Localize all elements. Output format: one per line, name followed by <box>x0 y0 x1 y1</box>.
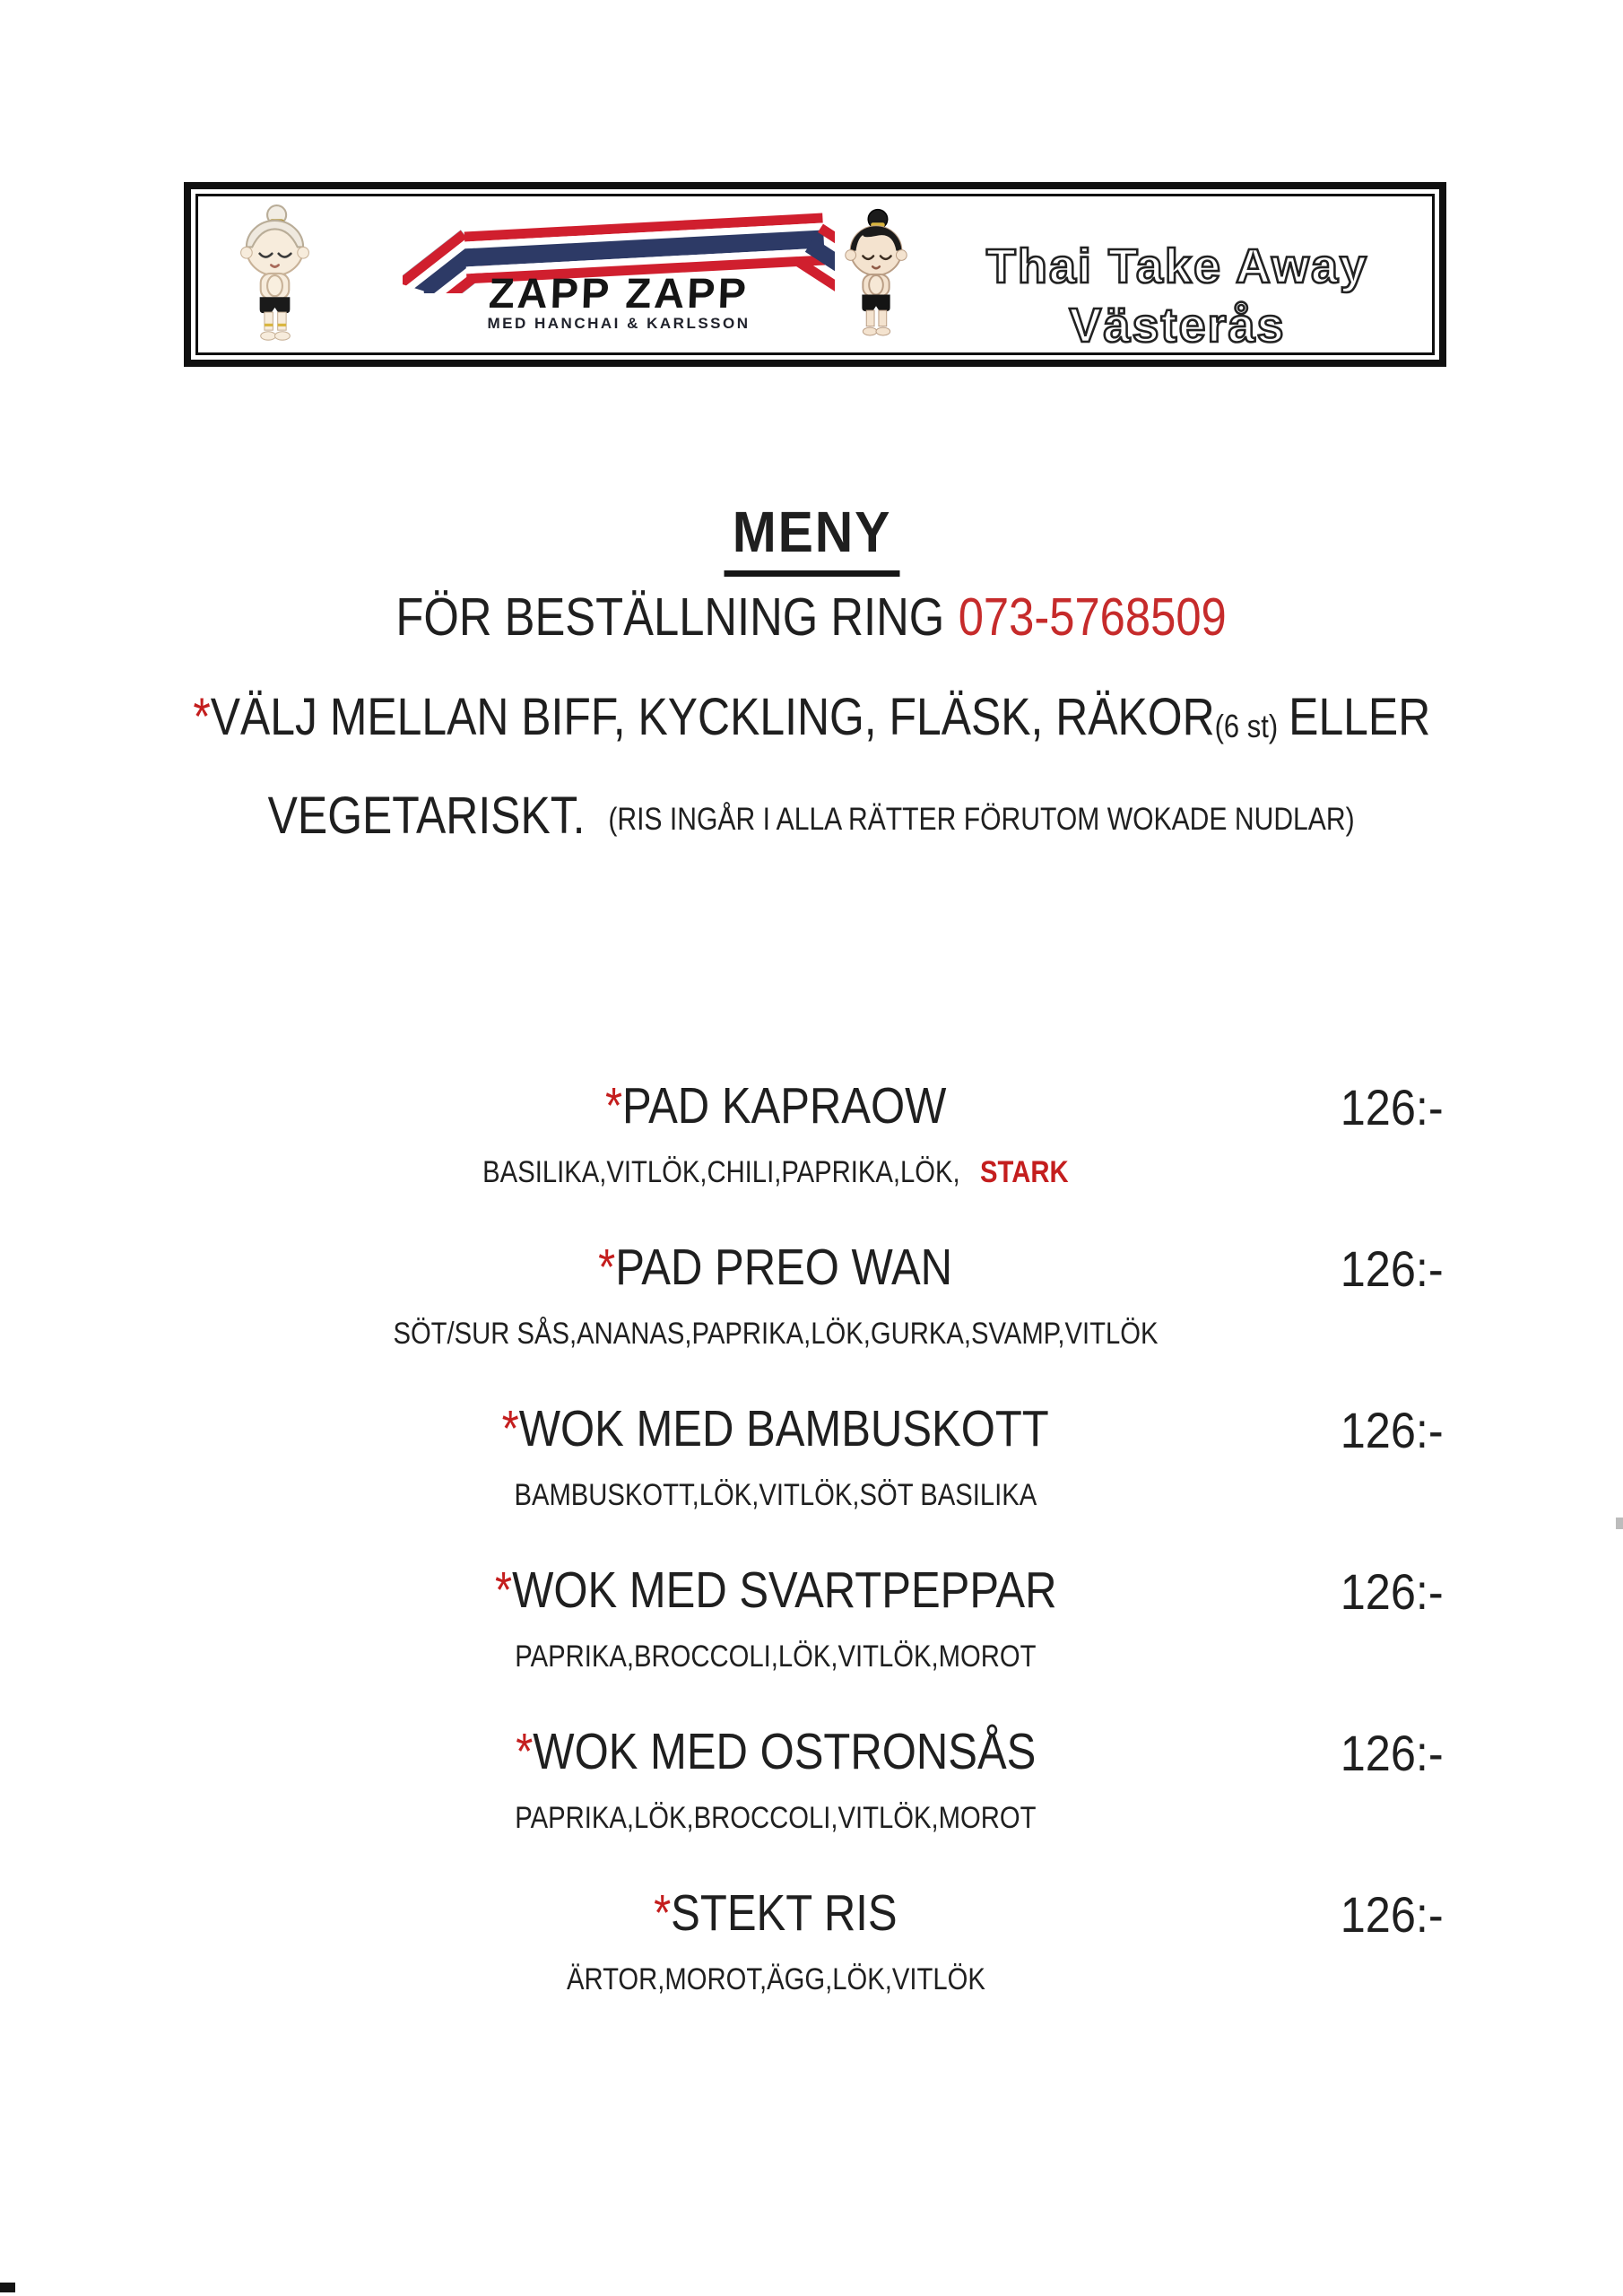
item-name: PAD KAPRAOW <box>621 1077 947 1135</box>
menu-item <box>143 1077 1444 1239</box>
item-star: * <box>654 1884 672 1942</box>
choose-small-2: (RIS INGÅR I ALLA RÄTTER FÖRUTOM WOKADE NUDLAR) <box>608 802 1355 837</box>
item-price: 126:- <box>1341 1886 1444 1943</box>
scan-artifact <box>1616 1518 1623 1529</box>
takeaway-line2: Västerås <box>1069 299 1286 352</box>
item-note: STARK <box>980 1155 1069 1189</box>
phone-number: 073-5768509 <box>959 587 1228 647</box>
choose-text-1-end: ELLER <box>1288 688 1430 746</box>
choose-text-1: VÄLJ MELLAN BIFF, KYCKLING, FLÄSK, RÄKOR <box>210 688 1215 746</box>
item-price: 126:- <box>1341 1563 1444 1620</box>
menu-item <box>143 1239 1444 1401</box>
item-name: STEKT RIS <box>671 1884 898 1942</box>
menu-title-row <box>0 499 1623 577</box>
item-ingredients: SÖT/SUR SÅS,ANANAS,PAPRIKA,LÖK,GURKA,SVAMP,VITLÖK <box>393 1317 1159 1351</box>
menu-item <box>143 1884 1444 2047</box>
item-star: * <box>494 1561 512 1619</box>
item-name: WOK MED OSTRONSÅS <box>533 1723 1037 1780</box>
menu-title: MENY <box>724 499 899 577</box>
logo-banner-inner-frame <box>195 194 1435 355</box>
item-price: 126:- <box>1341 1402 1444 1458</box>
item-ingredients: ÄRTOR,MOROT,ÄGG,LÖK,VITLÖK <box>566 1962 985 1996</box>
brand-name: ZAPP ZAPP <box>488 269 750 317</box>
takeaway-wordmark <box>947 200 1409 352</box>
item-star: * <box>604 1077 622 1135</box>
menu-item <box>143 1561 1444 1724</box>
thai-mascot-dark-hair-icon <box>837 204 916 345</box>
menu-item <box>143 1400 1444 1562</box>
item-star: * <box>501 1400 520 1457</box>
item-star: * <box>515 1723 534 1780</box>
menu-item <box>143 1723 1444 1885</box>
order-prefix: FÖR BESTÄLLNING RING <box>395 587 945 647</box>
item-name: PAD PREO WAN <box>615 1239 953 1296</box>
menu-list <box>143 1077 1444 2047</box>
logo-center <box>403 196 835 352</box>
asterisk: * <box>193 688 211 746</box>
thai-mascot-light-hair-icon <box>232 204 317 345</box>
item-name: WOK MED BAMBUSKOTT <box>519 1400 1050 1457</box>
item-ingredients: BASILIKA,VITLÖK,CHILI,PAPRIKA,LÖK, <box>482 1155 960 1189</box>
brand-tagline: MED HANCHAI & KARLSSON <box>487 315 751 332</box>
item-price: 126:- <box>1341 1079 1444 1135</box>
item-ingredients: PAPRIKA,LÖK,BROCCOLI,VITLÖK,MOROT <box>515 1801 1037 1835</box>
order-line <box>0 587 1623 648</box>
choose-line-2 <box>0 786 1623 846</box>
logo-banner <box>184 182 1446 367</box>
item-star: * <box>598 1239 616 1296</box>
item-name: WOK MED SVARTPEPPAR <box>511 1561 1057 1619</box>
takeaway-line1: Thai Take Away <box>985 239 1369 293</box>
item-price: 126:- <box>1341 1725 1444 1781</box>
item-ingredients: PAPRIKA,BROCCOLI,LÖK,VITLÖK,MOROT <box>515 1639 1037 1674</box>
item-ingredients: BAMBUSKOTT,LÖK,VITLÖK,SÖT BASILIKA <box>514 1478 1037 1512</box>
item-price: 126:- <box>1341 1240 1444 1297</box>
choose-text-2: VEGETARISKT. <box>267 787 586 845</box>
scan-artifact <box>0 2283 15 2292</box>
choose-line-1 <box>0 687 1623 747</box>
choose-small-1: (6 st) <box>1214 708 1278 744</box>
